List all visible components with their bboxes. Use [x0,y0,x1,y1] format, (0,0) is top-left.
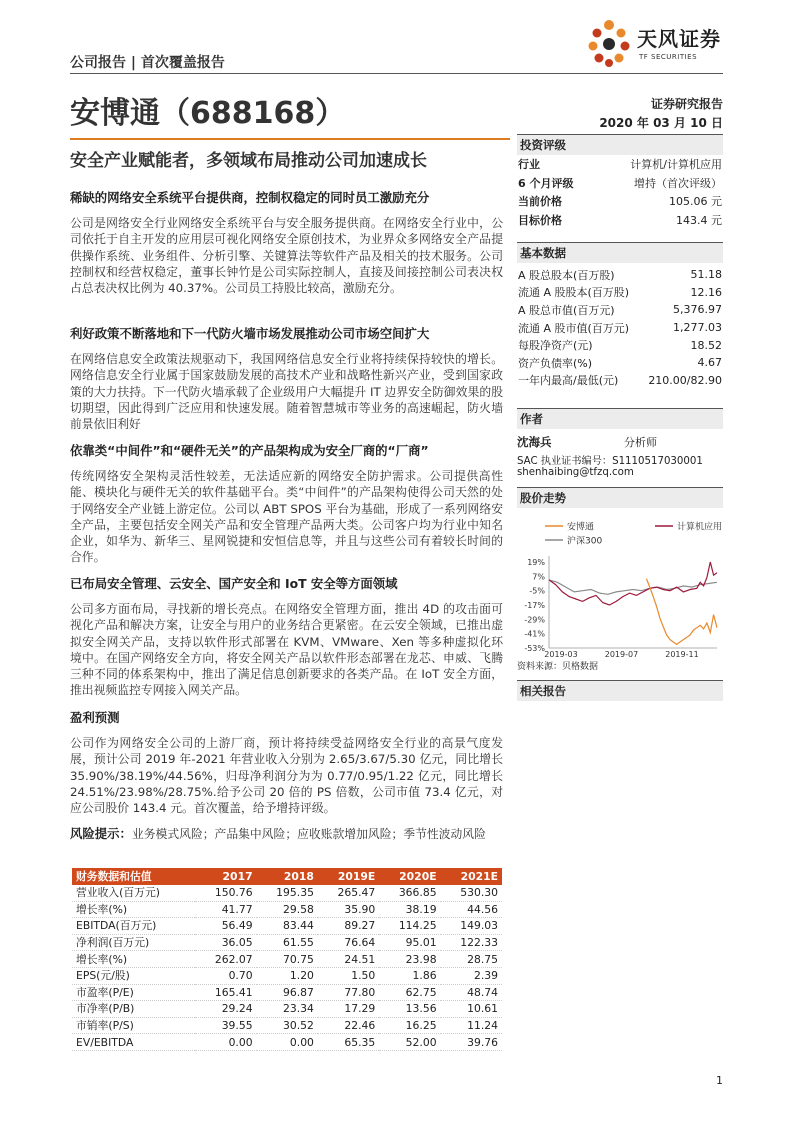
financial-table [72,868,502,1051]
section-heading: 稀缺的网络安全系统平台提供商，控制权稳定的同时员工激励充分 [70,190,430,205]
table-cell: 29.24 [195,1001,256,1018]
table-header-cell: 2017 [195,868,256,885]
table-cell: 114.25 [379,918,440,935]
table-cell: 95.01 [379,934,440,951]
table-cell: 70.75 [257,951,318,968]
table-cell: 24.51 [318,951,379,968]
table-row-label: 净利润(百万元) [72,934,195,951]
section-body: 公司多方面布局，寻找新的增长亮点。在网络安全管理方面，推出 4D 的攻击面可视化产品和解决方案，让安全与用户的业务结合更紧密。在云安全领域，已推出虚拟安全网关产品，支持以软件形式部署在 KVM、VMware、Xen 等多种虚拟化环境中。在国产网络安全方向，将安全网关产品以软件形态部署在龙芯、申威、飞腾三种不同的体系架构中，推出了满足信息创新要求的各类产品。在 IoT 安全方面，推出视频监控专网接入网关产品。 [70,602,503,698]
section-2 [70,326,503,432]
basic-data-value: 18.52 [690,338,722,352]
table-row [72,885,502,901]
y-tick-label: -41% [524,629,545,639]
basic-data-key: 每股净资产(元) [518,339,593,353]
basic-data-value: 51.18 [690,268,722,282]
section-heading: 利好政策不断落地和下一代防火墙市场发展推动公司市场空间扩大 [70,326,430,341]
author-panel [517,408,723,478]
table-cell: 195.35 [257,885,318,901]
table-row-label: 市销率(P/S) [72,1017,195,1034]
table-cell: 165.41 [195,984,256,1001]
basic-data-value: 210.00/82.90 [648,373,722,387]
table-cell: 56.49 [195,918,256,935]
table-header-cell: 2021E [441,868,502,885]
table-cell: 39.55 [195,1017,256,1034]
basic-data-key: A 股总股本(百万股) [518,268,615,282]
basic-data-key: 资产负债率(%) [518,356,593,370]
table-row [72,984,502,1001]
section-heading: 盈利预测 [70,710,120,725]
table-header-cell: 2019E [318,868,379,885]
section-heading: 依靠类“中间件”和“硬件无关”的产品架构成为安全厂商的“厂商” [70,443,429,458]
table-cell: 1.20 [257,967,318,984]
table-cell: 0.00 [195,1034,256,1051]
report-category: 公司报告 | 首次覆盖报告 [70,55,225,71]
basic-data-row [518,319,722,337]
series-line [549,562,717,605]
table-cell: 22.46 [318,1017,379,1034]
risk-label: 风险提示： [70,826,132,841]
table-row-label: 增长率(%) [72,901,195,918]
price-chart-panel [517,487,723,672]
basic-data-value: 12.16 [690,285,722,299]
legend-label: 安博通 [567,522,595,533]
y-tick-label: -53% [524,644,545,653]
rating-value: 143.4 元 [676,214,722,228]
basic-data-row [518,266,722,284]
related-heading: 相关报告 [517,680,723,701]
chart-source: 资料来源：贝格数据 [517,662,599,672]
table-header-cell: 2020E [379,868,440,885]
table-cell: 262.07 [195,951,256,968]
section-body: 公司作为网络安全公司的上游厂商，预计将持续受益网络安全行业的高景气度发展，预计公司 2019 年-2021 年营业收入分别为 2.65/3.67/5.30 亿元，同比增长 35.90%/38.19%/44.56%，归母净利润分为为 0.77/0.95/1.22 亿元，同比增长 24.51%/23.98%/28.75%.给予公司 20 倍的 PS 倍数，公司市值 73.4 亿元，对应公司股价 143.4 元。首次覆盖，给予增持评级。 [70,736,503,816]
table-cell: 149.03 [441,918,502,935]
basic-data-row [518,354,722,372]
rating-value: 105.06 元 [669,195,722,209]
author-cert: SAC 执业证书编号：S1110517030001 [517,456,703,467]
title-divider [70,138,510,140]
rating-row [518,211,722,230]
table-cell: 1.50 [318,967,379,984]
price-chart [517,508,723,658]
logo-text: 天风证券 [637,27,721,51]
table-cell: 29.58 [257,901,318,918]
y-tick-label: -5% [529,586,545,596]
table-row [72,1017,502,1034]
headline: 安全产业赋能者，多领域布局推动公司加速成长 [70,151,427,171]
rating-key: 目标价格 [518,214,562,228]
related-panel [517,680,723,701]
rating-key: 6 个月评级 [518,176,574,190]
basic-data-key: 流通 A 股股本(百万股) [518,286,630,300]
section-body: 传统网络安全架构灵活性较差，无法适应新的网络安全防护需求。公司提供高性能、模块化与硬件无关的软件基础平台。类“中间件”的产品架构使得公司天然的处于网络安全产业链上游定位。公司以 ABT SPOS 平台为基础，形成了一系列网络安全产品，主要包括安全网关产品和安全管理产品两大类。公司客户均为行业中知名企业，如华为、新华三、星网锐捷和安恒信息等，并且与这些公司有着较长时间的合作。 [70,469,503,565]
rating-key: 当前价格 [518,195,562,209]
table-cell: 61.55 [257,934,318,951]
report-date: 2020 年 03 月 10 日 [599,116,723,130]
logo-mark-icon [585,17,635,69]
page-title: 安博通（688168） [70,96,346,131]
author-email: shenhaibing@tfzq.com [517,467,634,478]
table-cell: 41.77 [195,901,256,918]
table-cell: 30.52 [257,1017,318,1034]
table-cell: 65.35 [318,1034,379,1051]
series-line [549,580,717,594]
rating-row [518,192,722,211]
table-row [72,1034,502,1051]
table-cell: 265.47 [318,885,379,901]
legend-label: 计算机应用 [677,522,723,533]
basic-data-row [518,372,722,390]
table-row [72,918,502,935]
rating-value: 增持（首次评级） [634,176,722,190]
table-row-label: EBITDA(百万元) [72,918,195,935]
legend-label: 沪深300 [567,536,603,547]
table-row [72,901,502,918]
risk-text: 业务模式风险；产品集中风险；应收账款增加风险；季节性波动风险 [131,827,486,841]
x-tick-label: 2019-11 [665,650,699,658]
table-cell: 96.87 [257,984,318,1001]
table-row-label: 营业收入(百万元) [72,885,195,901]
table-cell: 35.90 [318,901,379,918]
y-tick-label: 19% [527,558,545,567]
table-cell: 10.61 [441,1001,502,1018]
table-row-label: EPS(元/股) [72,967,195,984]
table-cell: 366.85 [379,885,440,901]
table-cell: 36.05 [195,934,256,951]
table-cell: 83.44 [257,918,318,935]
x-tick-label: 2019-07 [604,650,639,658]
table-cell: 77.80 [318,984,379,1001]
table-row-label: 市净率(P/B) [72,1001,195,1018]
author-name: 沈海兵 [517,435,552,449]
section-3 [70,443,503,565]
company-logo [585,17,725,69]
table-row [72,934,502,951]
table-cell: 0.00 [257,1034,318,1051]
table-cell: 150.76 [195,885,256,901]
table-row-label: EV/EBITDA [72,1034,195,1051]
rating-value: 计算机/计算机应用 [630,158,722,172]
author-heading: 作者 [517,408,723,429]
table-cell: 2.39 [441,967,502,984]
table-row [72,967,502,984]
table-cell: 13.56 [379,1001,440,1018]
table-cell: 11.24 [441,1017,502,1034]
section-5 [70,710,503,816]
table-cell: 44.56 [441,901,502,918]
table-cell: 16.25 [379,1017,440,1034]
header-divider [70,73,723,74]
y-tick-label: -29% [524,615,545,625]
table-cell: 39.76 [441,1034,502,1051]
table-cell: 122.33 [441,934,502,951]
table-cell: 48.74 [441,984,502,1001]
basic-data-row [518,301,722,319]
basic-data-value: 4.67 [697,356,722,370]
table-row [72,951,502,968]
section-heading: 已布局安全管理、云安全、国产安全和 IoT 安全等方面领域 [70,576,398,591]
table-cell: 1.86 [379,967,440,984]
table-cell: 28.75 [441,951,502,968]
section-body: 在网络信息安全政策法规驱动下，我国网络信息安全行业将持续保持较快的增长。网络信息安全行业属于国家鼓励发展的高技术产业和战略性新兴产业，受到国家政策的大力扶持。下一代防火墙承载了企业级用户大幅提升 IT 边界安全防御效果的股切期望，因此得到广泛应用和快速发展。随着智慧城市等业务的高速崛起，防火墙前景依旧利好 [70,352,503,432]
table-cell: 530.30 [441,885,502,901]
rating-row [518,155,722,174]
report-type: 证券研究报告 [650,97,723,111]
basic-data-heading: 基本数据 [517,242,723,263]
table-cell: 0.70 [195,967,256,984]
section-4 [70,576,503,698]
table-cell: 89.27 [318,918,379,935]
price-chart-heading: 股价走势 [517,487,723,508]
basic-data-row [518,284,722,302]
section-1 [70,190,503,296]
logo-subtext: TF SECURITIES [639,53,698,61]
author-title: 分析师 [624,436,657,449]
risk-notice [70,826,503,842]
basic-data-value: 1,277.03 [673,321,722,335]
table-header-cell: 2018 [257,868,318,885]
table-cell: 38.19 [379,901,440,918]
y-tick-label: -17% [524,601,545,610]
table-row-label: 增长率(%) [72,951,195,968]
table-cell: 52.00 [379,1034,440,1051]
table-cell: 17.29 [318,1001,379,1018]
rating-panel [517,134,723,229]
section-body: 公司是网络安全行业网络安全系统平台与安全服务提供商。在网络安全行业中，公司依托于自主开发的应用层可视化网络安全原创技术，为业界众多网络安全产品提供操作系统、业务组件、分析引擎、关键算法等软件产品及相关的技术服务。公司控制权和经营权稳定，董事长钟竹是公司实际控制人，直接及间接控制公司表决权占总表决权比例为 40.37%。公司员工持股比较高，激励充分。 [70,216,503,296]
basic-data-panel [517,242,723,389]
basic-data-key: 流通 A 股市值(百万元) [518,321,630,335]
page-number: 1 [716,1074,723,1087]
rating-heading: 投资评级 [517,134,723,155]
series-line [646,579,717,645]
basic-data-key: 一年内最高/最低(元) [518,374,619,388]
y-tick-label: 7% [532,572,545,582]
table-cell: 23.34 [257,1001,318,1018]
table-cell: 23.98 [379,951,440,968]
x-tick-label: 2019-03 [544,650,578,658]
rating-row [518,174,722,193]
rating-key: 行业 [518,158,540,172]
basic-data-value: 5,376.97 [673,303,722,317]
basic-data-key: A 股总市值(百万元) [518,303,615,317]
basic-data-row [518,336,722,354]
table-row-label: 市盈率(P/E) [72,984,195,1001]
table-row [72,1001,502,1018]
table-cell: 62.75 [379,984,440,1001]
table-cell: 76.64 [318,934,379,951]
table-header-cell: 财务数据和估值 [72,868,195,885]
